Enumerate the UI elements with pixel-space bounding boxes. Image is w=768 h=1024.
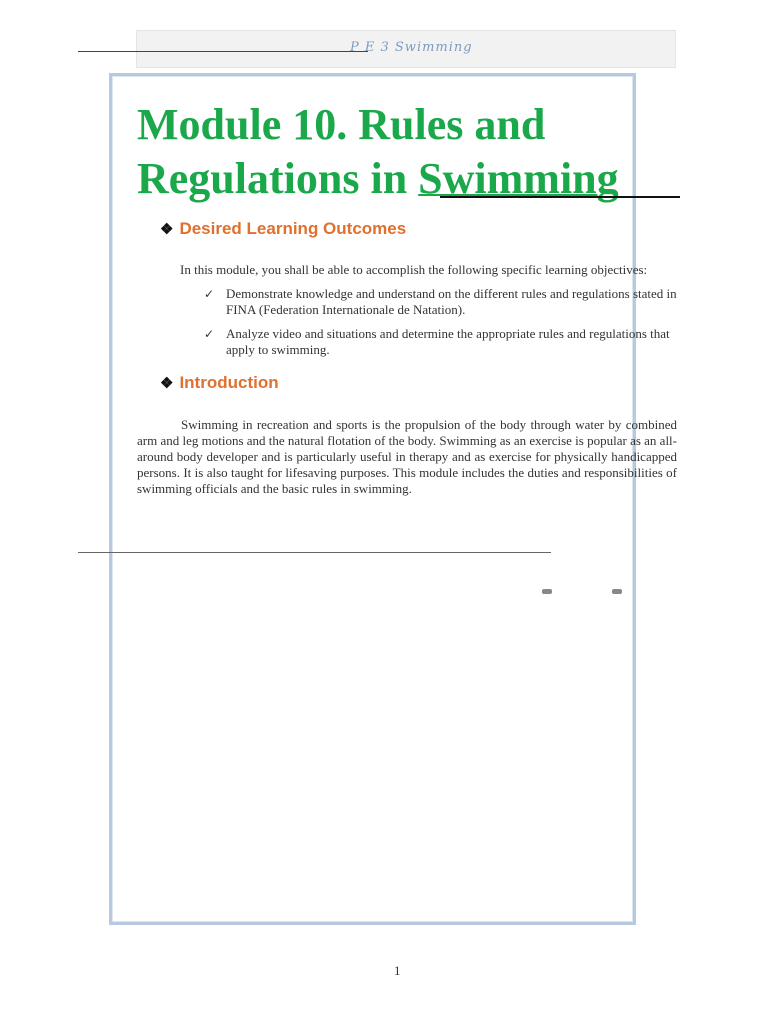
check-mark-icon: ✓ [204,327,215,341]
page-number: 1 [394,963,401,978]
check-mark-icon: ✓ [204,287,215,301]
title-rule [440,196,680,198]
title-line-2-prefix: Regulations in [137,154,419,203]
introduction-paragraph: Swimming in recreation and sports is the propulsion of the body through water by combined arm and leg motions and the natural flotation of the body. Swimming as an exercise is popular as an all-around body developer and is particularly useful in therapy and as exercise for physically handicapped persons. It is also taught for lifesaving purposes. This module includes the duties and responsibilities of swimming officials and the basic rules in swimming. [137,417,677,496]
section-heading-introduction [160,373,279,393]
objective-item [204,326,682,358]
objective-text: Analyze video and situations and determine the appropriate rules and regulations that apply to swimming. [226,326,670,357]
objective-item [204,286,682,318]
section-heading-outcomes [160,219,406,239]
module-title [137,98,677,206]
outcomes-intro: In this module, you shall be able to accomplish the following specific learning objectives: [180,262,648,277]
right-tab-icon [612,589,622,594]
header-rule [78,51,368,52]
diamond-bullet-icon: ❖ [160,375,174,392]
left-tab-icon [542,589,552,594]
introduction-heading-text: Introduction [179,373,279,392]
title-line-1: Module 10. Rules and [137,100,546,149]
objective-text: Demonstrate knowledge and understand on the different rules and regulations stated in FINA (Federation Internationale de Natation). [226,286,677,317]
section-rule [78,552,551,553]
running-header: P E 3 Swimming [350,40,473,55]
outcomes-heading-text: Desired Learning Outcomes [179,219,407,238]
diamond-bullet-icon: ❖ [160,221,174,238]
title-line-2-underlined: Swimming [418,154,619,203]
